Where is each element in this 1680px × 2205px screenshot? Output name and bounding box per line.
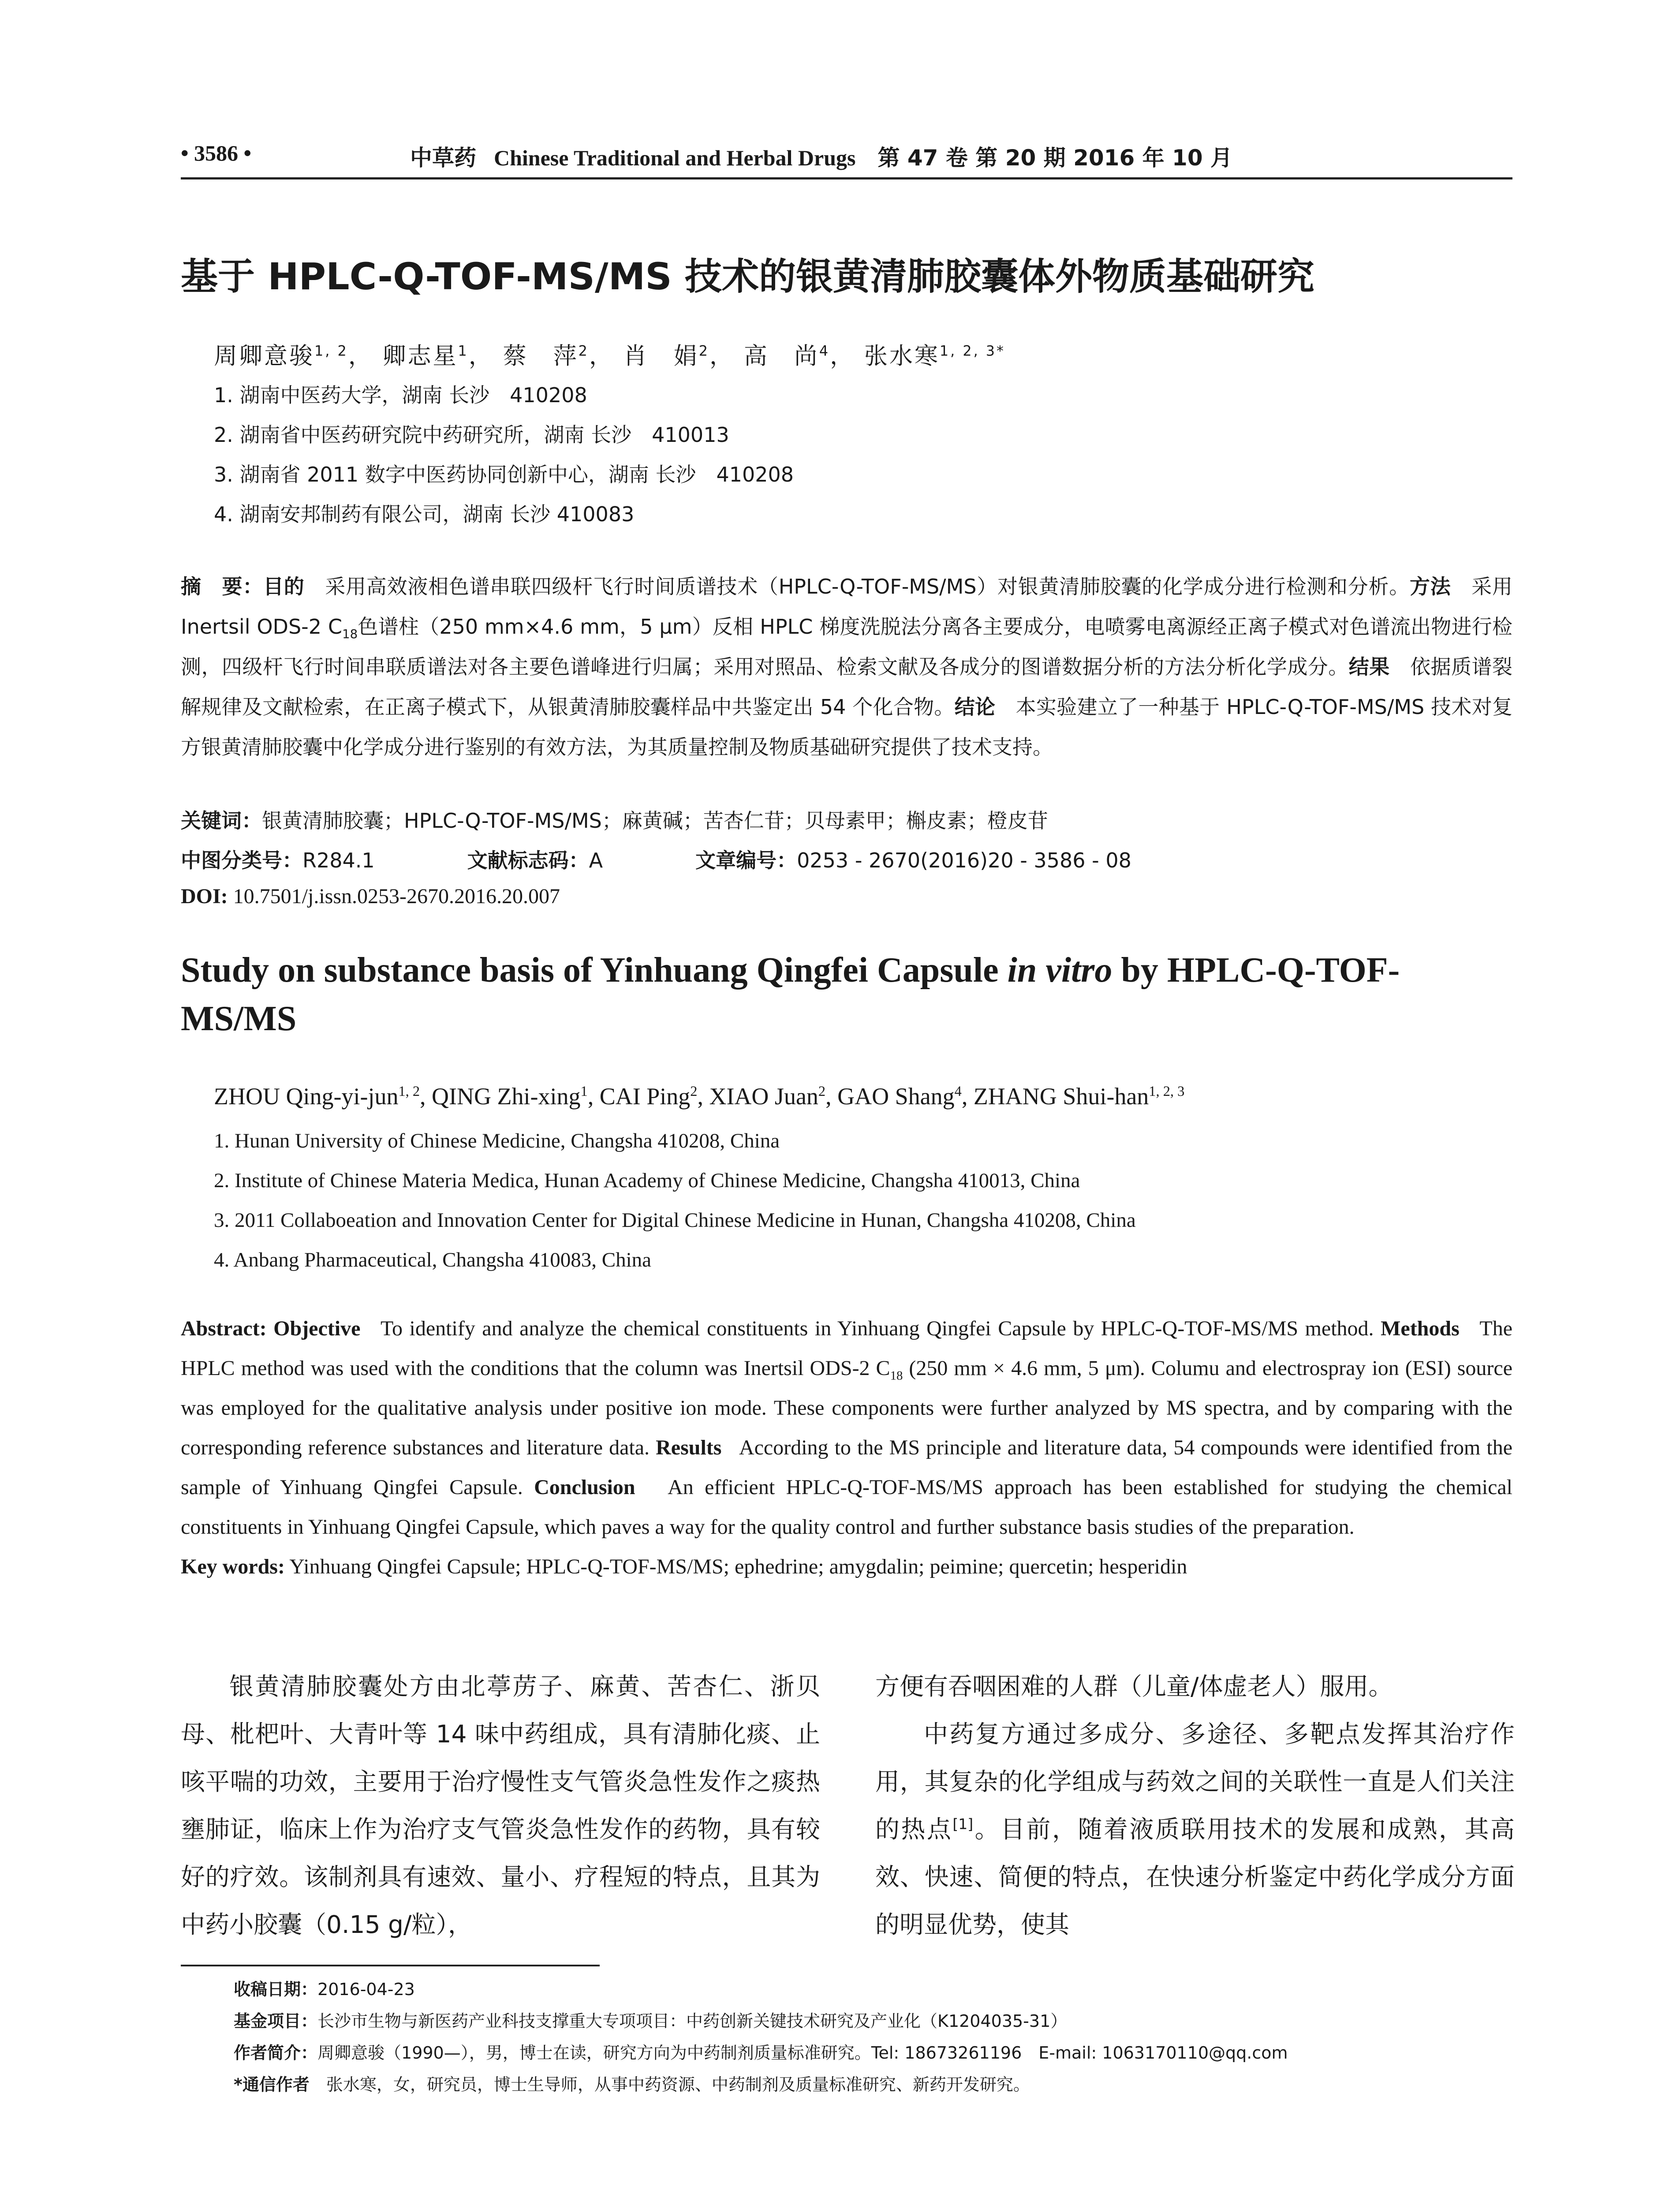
cn-author-affil: 2	[578, 343, 589, 359]
en-affiliation: 4. Anbang Pharmaceutical, Changsha 410083, China	[214, 1248, 652, 1271]
body-paragraph: 方便有吞咽困难的人群（儿童/体虚老人）服用。	[875, 1672, 1393, 1700]
cn-keywords-value: 银黄清肺胶囊；HPLC-Q-TOF-MS/MS；麻黄碱；苦杏仁苷；贝母素甲；槲皮素；橙皮苷	[262, 809, 1048, 833]
cn-author: 肖 娟	[623, 343, 699, 370]
en-author: XIAO Juan	[709, 1083, 818, 1110]
doi-label: DOI:	[181, 885, 228, 908]
body-column-right	[875, 1663, 1515, 1948]
cn-conclusion-label: 结论	[954, 695, 996, 719]
body-text: 。目前，随着液质联用技术的发展和成熟，其高效、快速、简便的特点，在快速分析鉴定中药化学成分方面的明显优势，使其	[875, 1815, 1515, 1939]
en-author-list: ZHOU Qing-yi-jun$^{1, 2}$, QING Zhi-xing$^1$, CAI Ping$^2$, XIAO Juan$^2$, GAO Shang$^4$, ZHANG Shui-han$^{1, 2, 3}$	[214, 1083, 1185, 1110]
en-affiliation: 1. Hunan University of Chinese Medicine, Changsha 410208, China	[214, 1129, 780, 1152]
cn-method-sub: 18	[342, 627, 358, 642]
en-method-text-b: (250 mm × 4.6 mm, 5 μm). Columu and electrospray ion (ESI) source was employed for the qualitative analysis under positive ion mode. These components were further analyzed by MS spectra, and by comparing with the corresponding reference substances and literature data.	[181, 1357, 1513, 1459]
journal-title	[410, 140, 1232, 172]
cn-objective-text: 采用高效液相色谱串联四级杆飞行时间质谱技术（HPLC-Q-TOF-MS/MS）对银黄清肺胶囊的化学成分进行检测和分析。	[325, 575, 1410, 598]
cn-affiliation: 3. 湖南省 2011 数字中医药协同创新中心，湖南 长沙 410208	[214, 463, 794, 486]
body-text: 中药复方通过多成分、多途径、多靶点发挥其治疗作用，其复杂的化学组成与药效之间的关联性一直是人们关注的热点	[875, 1720, 1515, 1843]
article-number-label: 文章编号：	[695, 848, 797, 872]
cn-author-list: 周卿意骏$^{1, 2}$， 卿志星$^1$， 蔡 萍$^2$， 肖 娟$^2$， 高 尚$^4$， 张水寒$^{1, 2, 3*}$	[214, 343, 1005, 370]
cn-classification	[181, 845, 1131, 874]
en-author: ZHOU Qing-yi-jun	[214, 1083, 399, 1110]
cn-method-label: 方法	[1410, 575, 1451, 598]
en-keywords-label: Key words:	[181, 1555, 285, 1578]
cn-author-affil: 4	[819, 343, 830, 359]
cn-article-title: 基于 HPLC-Q-TOF-MS/MS 技术的银黄清肺胶囊体外物质基础研究	[181, 255, 1315, 298]
cn-affiliation: 1. 湖南中医药大学，湖南 长沙 410208	[214, 383, 587, 407]
cn-keywords-label: 关键词：	[181, 809, 262, 833]
body-paragraph	[875, 1710, 1515, 1948]
cn-method-text-a: 采用 Inertsil ODS-2 C	[181, 575, 1513, 639]
en-objective-text: To identify and analyze the chemical constituents in Yinhuang Qingfei Capsule by HPLC-Q-TOF-MS/MS method.	[381, 1317, 1374, 1340]
cn-abstract	[181, 567, 1512, 767]
cn-author: 周卿意骏	[214, 343, 314, 370]
en-author-affil: 2	[690, 1084, 698, 1099]
page-number: • 3586 •	[181, 141, 252, 165]
received-date: 2016-04-23	[317, 1980, 415, 1999]
footnote-received	[234, 1976, 415, 2000]
body-paragraph: 银黄清肺胶囊处方由北葶苈子、麻黄、苦杏仁、浙贝母、枇杷叶、大青叶等 14 味中药组成，具有清肺化痰、止咳平喘的功效，主要用于治疗慢性支气管炎急性发作之痰热壅肺证，临床上作为治疗支气管炎急性发作的药物，具有较好的疗效。该制剂具有速效、量小、疗程短的特点，且其为中药小胶囊（0.15 g/粒），	[181, 1672, 820, 1939]
clc-label: 中图分类号：	[181, 848, 302, 872]
cn-author: 蔡 萍	[503, 343, 579, 370]
en-author: CAI Ping	[599, 1083, 691, 1110]
doi-line	[181, 884, 560, 908]
cn-objective-label: 目的	[263, 575, 305, 598]
cn-affiliation: 4. 湖南安邦制药有限公司，湖南 长沙 410083	[214, 502, 635, 526]
en-method-text-a: The HPLC method was used with the conditions that the column was Inertsil ODS-2 C	[181, 1317, 1513, 1380]
en-conclusion-label: Conclusion	[534, 1476, 635, 1499]
clc-value: R284.1	[302, 848, 375, 872]
en-keywords-value: Yinhuang Qingfei Capsule; HPLC-Q-TOF-MS/MS; ephedrine; amygdalin; peimine; quercetin; hesperidin	[289, 1555, 1187, 1578]
en-article-title	[181, 946, 1512, 1043]
author-bio-label: 作者简介：	[234, 2043, 318, 2063]
en-conclusion-text: An efficient HPLC-Q-TOF-MS/MS approach has been established for studying the chemical constituents in Yinhuang Qingfei Capsule, which paves a way for the quality control and further substance basis studies of the preparation.	[181, 1476, 1513, 1539]
cn-keywords	[181, 805, 1048, 834]
en-method-sub: 18	[890, 1368, 903, 1383]
running-header	[181, 140, 1512, 176]
cn-result-label: 结果	[1348, 655, 1390, 679]
doc-code-label: 文献标志码：	[467, 848, 589, 872]
header-rule	[181, 177, 1512, 179]
journal-issue: 第 47 卷 第 20 期 2016 年 10 月	[877, 145, 1233, 171]
cn-author: 卿志星	[382, 343, 458, 370]
en-objective-label: Objective	[273, 1317, 361, 1340]
cn-author: 张水寒	[864, 343, 940, 370]
en-title-italic: in vitro	[1007, 951, 1113, 990]
cn-author-affil: 1, 2	[314, 343, 348, 359]
en-author-affil: 1	[580, 1084, 588, 1099]
cn-conclusion-text: 本实验建立了一种基于 HPLC-Q-TOF-MS/MS 技术对复方银黄清肺胶囊中化学成分进行鉴别的有效方法，为其质量控制及物质基础研究提供了技术支持。	[181, 695, 1513, 759]
fund-label: 基金项目：	[234, 2011, 318, 2031]
citation-ref: [1]	[952, 1815, 974, 1833]
en-author: QING Zhi-xing	[432, 1083, 581, 1110]
article-number-value: 0253 - 2670(2016)20 - 3586 - 08	[797, 848, 1131, 872]
corresponding-text: 张水寒，女，研究员，博士生导师，从事中药资源、中药制剂及质量标准研究、新药开发研究。	[326, 2075, 1030, 2094]
en-affiliation: 2. Institute of Chinese Materia Medica, Hunan Academy of Chinese Medicine, Changsha 410013, China	[214, 1169, 1080, 1192]
en-author-affil: 2	[818, 1084, 826, 1099]
cn-method-text-b: 色谱柱（250 mm×4.6 mm，5 μm）反相 HPLC 梯度洗脱法分离各主要成分，电喷雾电离源经正离子模式对色谱流出物进行检测，四级杆飞行时间串联质谱法对各主要色谱峰进行归属；采用对照品、检索文献及各成分的图谱数据分析的方法分析化学成分。	[181, 615, 1512, 679]
en-abstract	[181, 1309, 1512, 1587]
author-bio-text: 周卿意骏（1990—），男，博士在读，研究方向为中药制剂质量标准研究。Tel: 18673261196 E-mail: 1063170110@qq.com	[317, 2043, 1288, 2063]
en-result-text: According to the MS principle and literature data, 54 compounds were identified from the sample of Yinhuang Qingfei Capsule.	[181, 1436, 1512, 1499]
en-method-label: Methods	[1381, 1317, 1460, 1340]
cn-author-affil: 1	[458, 343, 469, 359]
en-abstract-label: Abstract:	[181, 1317, 267, 1340]
footnote-rule	[181, 1965, 600, 1966]
en-affiliation: 3. 2011 Collaboeation and Innovation Center for Digital Chinese Medicine in Hunan, Changsha 410208, China	[214, 1209, 1136, 1232]
en-author-affil: 4	[954, 1084, 962, 1099]
footnote-author	[234, 2039, 1288, 2063]
en-title-a: Study on substance basis of Yinhuang Qingfei Capsule	[181, 951, 1008, 990]
en-title-b: by HPLC-Q-TOF-MS/MS	[181, 951, 1400, 1038]
en-author-affil: 1, 2	[398, 1084, 420, 1099]
body-column-left	[181, 1663, 820, 1948]
footnote-fund	[234, 2007, 1067, 2032]
cn-author-affil: 1, 2, 3*	[939, 343, 1005, 359]
cn-abstract-label: 摘 要：	[181, 575, 263, 598]
cn-author-affil: 2	[698, 343, 709, 359]
journal-name-en: Chinese Traditional and Herbal Drugs	[494, 146, 856, 170]
en-result-label: Results	[656, 1436, 722, 1459]
footnote-corresponding	[234, 2071, 1030, 2095]
en-author: ZHANG Shui-han	[973, 1083, 1149, 1110]
journal-name-cn: 中草药	[410, 145, 476, 171]
en-author-affil: 1, 2, 3	[1149, 1084, 1185, 1099]
fund-text: 长沙市生物与新医药产业科技支撑重大专项项目：中药创新关键技术研究及产业化（K1204035-31）	[317, 2011, 1068, 2031]
received-label: 收稿日期：	[234, 1980, 318, 1999]
cn-result-text: 依据质谱裂解规律及文献检索，在正离子模式下，从银黄清肺胶囊样品中共鉴定出 54 个化合物。	[181, 655, 1512, 719]
doc-code-value: A	[589, 848, 603, 872]
cn-affiliation: 2. 湖南省中医药研究院中药研究所，湖南 长沙 410013	[214, 423, 729, 447]
corresponding-label: *通信作者	[234, 2075, 310, 2094]
en-author: GAO Shang	[837, 1083, 955, 1110]
cn-author: 高 尚	[743, 343, 819, 370]
doi-value: 10.7501/j.issn.0253-2670.2016.20.007	[233, 885, 560, 908]
